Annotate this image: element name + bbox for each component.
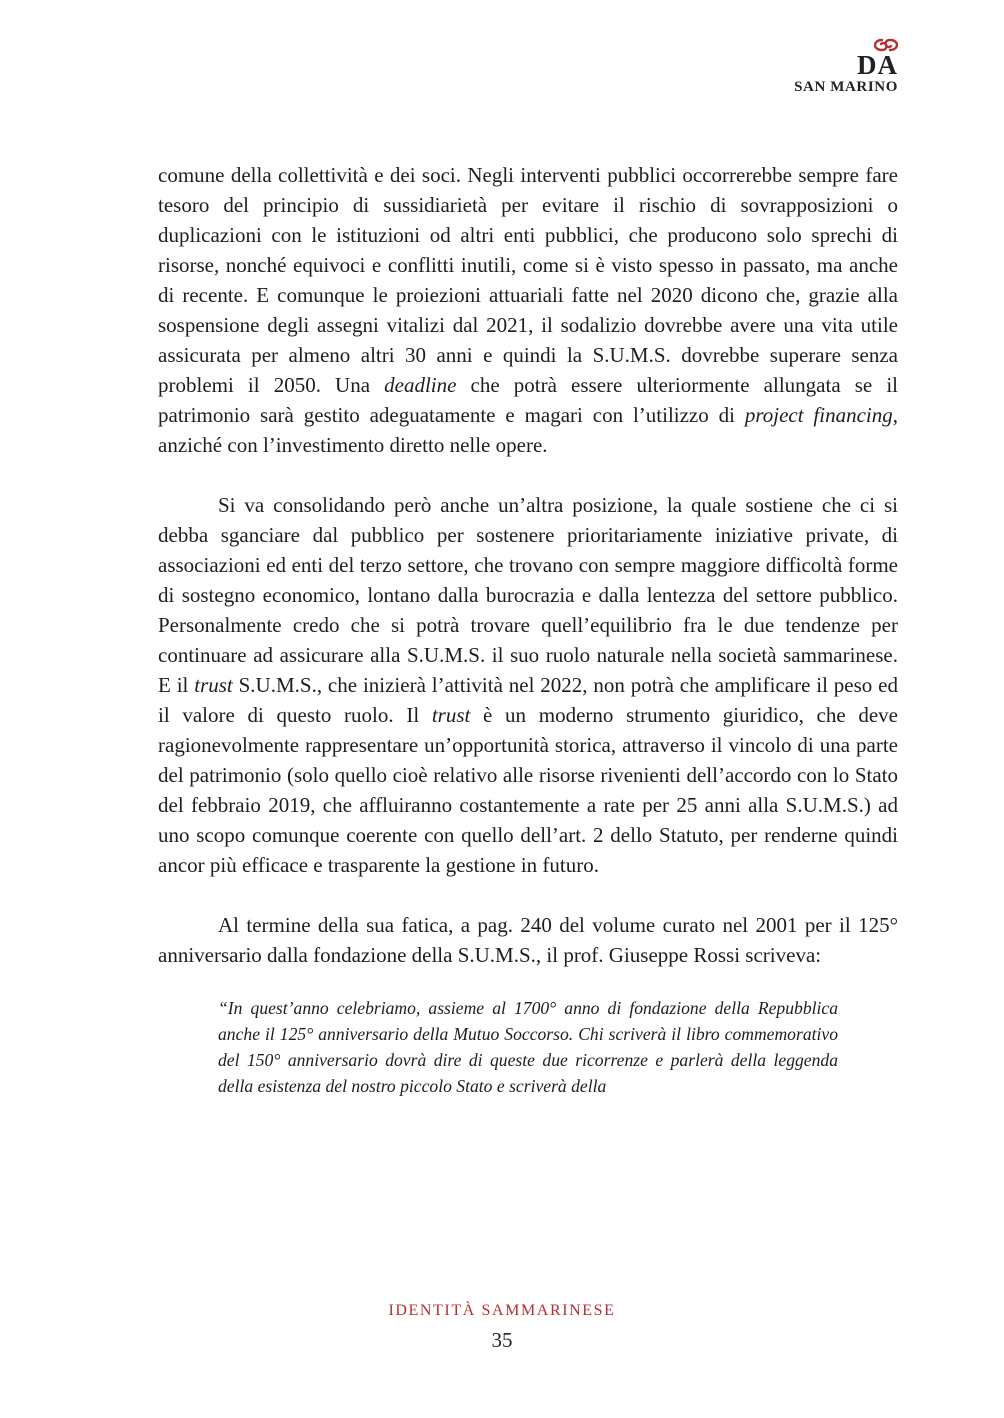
italic-term-trust: trust xyxy=(194,673,233,697)
paragraph-3: Al termine della sua fatica, a pag. 240 del volume curato nel 2001 per il 125° anniversario dalla fondazione della S.U.M.S., il prof. Giuseppe Rossi scriveva: xyxy=(158,913,898,967)
logo-text-san-marino: SAN MARINO xyxy=(794,79,898,95)
logo-text-da: DA xyxy=(857,50,898,80)
paragraph-1: comune della collettività e dei soci. Negli interventi pubblici occorrerebbe sempre fare tesoro del principio di sussidiarietà per evitare il rischio di sovrapposizioni o duplicazioni con le istituzioni od altri enti pubblici, che producono solo sprechi di risorse, nonché equivoci e conflitti inutili, come si è visto spesso in passato, ma anche di recente. E comunque le proiezioni attuariali fatte nel 2020 dicono che, grazie alla sospensione degli assegni vitalizi dal 2021, il sodalizio dovrebbe avere una vita utile assicurata per almeno altri 30 anni e quindi la S.U.M.S. dovrebbe superare senza problemi il 2050. Una deadline che potrà essere ulteriormente allungata se il patrimonio sarà gestito adeguatamente e magari con l’utilizzo di project financing, anziché con l’investimento diretto nelle opere. xyxy=(158,163,898,457)
italic-term-trust: trust xyxy=(431,703,471,727)
page-number: 35 xyxy=(491,1328,513,1352)
footer-publication-title: IDENTITÀ SAMMARINESE xyxy=(388,1302,616,1319)
publication-logo xyxy=(794,38,898,96)
paragraph-2: Si va consolidando però anche un’altra posizione, la quale sostiene che ci si debba sganciare dal pubblico per sostenere prioritariamente iniziative private, di associazioni ed enti del terzo settore, che trovano con sempre maggiore difficoltà forme di sostegno economico, lontano dalla burocrazia e dalla lentezza del settore pubblico. Personalmente credo che si potrà trovare quell’equilibrio fra le due tendenze per continuare ad assicurare alla S.U.M.S. il suo ruolo naturale nella società sammarinese. E il trust S.U.M.S., che inizierà l’attività nel 2022, non potrà che amplificare il peso ed il valore di questo ruolo. Il trust è un moderno strumento giuridico, che deve ragionevolmente rappresentare un’opportunità storica, attraverso il vincolo di una parte del patrimonio (solo quello cioè relativo alle risorse rivenienti dell’accordo con lo Stato del febbraio 2019, che affluiranno costantemente a rate per 25 anni alla S.U.M.S.) ad uno scopo comunque coerente con quello dell’art. 2 dello Statuto, per renderne quindi ancor più efficace e trasparente la gestione in futuro. xyxy=(158,493,898,877)
italic-term-project-financing: project financing xyxy=(744,403,893,427)
article-body xyxy=(158,160,898,1099)
block-quote: “In quest’anno celebriamo, assieme al 1700° anno di fondazione della Repubblica anche il 125° anniversario della Mutuo Soccorso. Chi scriverà il libro commemorativo del 150° anniversario dovrà dire di queste due ricorrenze e parlerà della leggenda della esistenza del nostro piccolo Stato e scriverà della xyxy=(218,998,838,1096)
italic-term-deadline: deadline xyxy=(384,373,457,397)
